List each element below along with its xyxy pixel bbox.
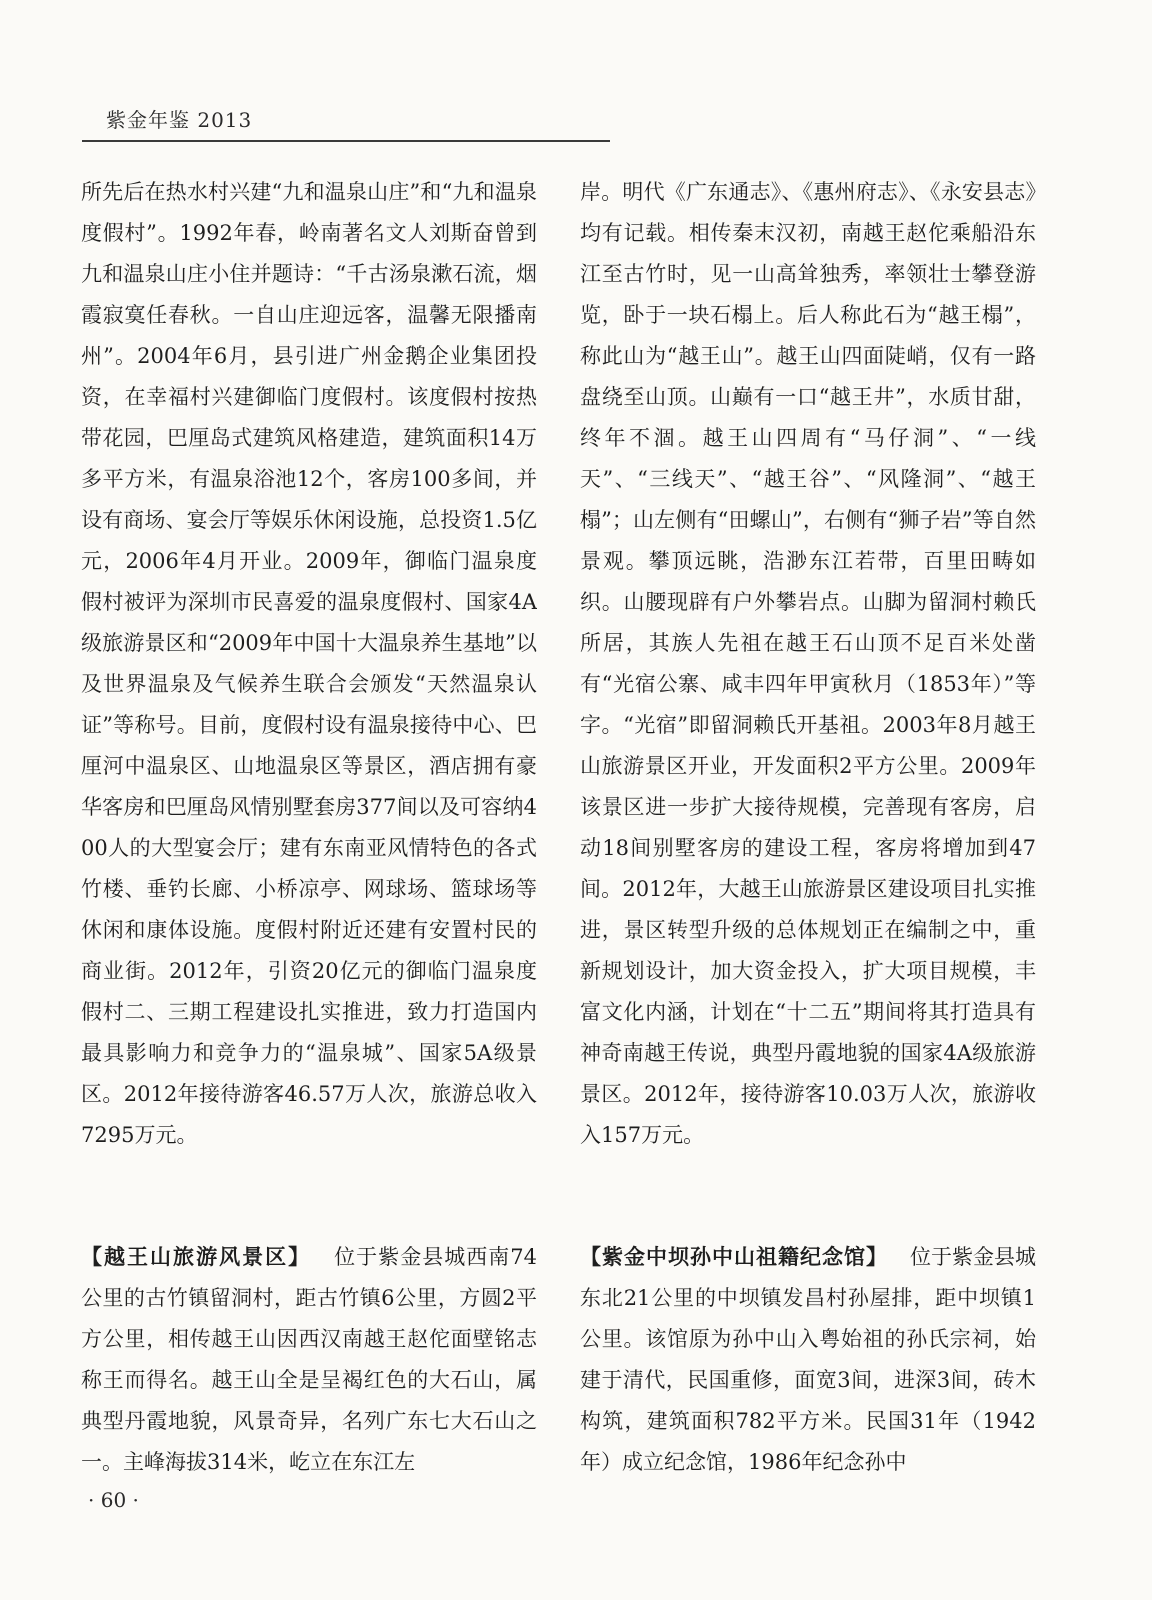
- header-rule: [82, 140, 610, 142]
- entry-yuewangshan-paragraph: [81, 1237, 537, 1483]
- entry-sunzhongshan-paragraph: [580, 1237, 1036, 1483]
- right-column-paragraph: 岸。明代《广东通志》、《惠州府志》、《永安县志》均有记载。相传秦末汉初，南越王赵佗乘船沿东江至古竹时，见一山高耸独秀，率领壮士攀登游览，卧于一块石榻上。后人称此石为“越王榻”，称此山为“越王山”。越王山四面陡峭，仅有一路盘绕至山顶。山巅有一口“越王井”，水质甘甜，终年不涸。越王山四周有“马仔洞”、“一线天”、“三线天”、“越王谷”、“风隆洞”、“越王榻”；山左侧有“田螺山”，右侧有“狮子岩”等自然景观。攀顶远眺，浩渺东江若带，百里田畴如织。山腰现辟有户外攀岩点。山脚为留洞村赖氏所居，其族人先祖在越王石山顶不足百米处凿有“光宿公寨、咸丰四年甲寅秋月（1853年）”等字。“光宿”即留洞赖氏开基祖。2003年8月越王山旅游景区开业，开发面积2平方公里。2009年该景区进一步扩大接待规模，完善现有客房，启动18间别墅客房的建设工程，客房将增加到47间。2012年，大越王山旅游景区建设项目扎实推进，景区转型升级的总体规划正在编制之中，重新规划设计，加大资金投入，扩大项目规模，丰富文化内涵，计划在“十二五”期间将其打造具有神奇南越王传说，典型丹霞地貌的国家4A级旅游景区。2012年，接待游客10.03万人次，旅游收入157万元。: [580, 180, 1036, 1147]
- right-column-continued-text: [580, 172, 1036, 1202]
- left-column-paragraph: 所先后在热水村兴建“九和温泉山庄”和“九和温泉度假村”。1992年春，岭南著名文人刘斯奋曾到九和温泉山庄小住并题诗：“千古汤泉漱石流，烟霞寂寞任春秋。一自山庄迎远客，温馨无限播南州”。2004年6月，县引进广州金鹅企业集团投资，在幸福村兴建御临门度假村。该度假村按热带花园，巴厘岛式建筑风格建造，建筑面积14万多平方米，有温泉浴池12个，客房100多间，并设有商场、宴会厅等娱乐休闲设施，总投资1.5亿元，2006年4月开业。2009年，御临门温泉度假村被评为深圳市民喜爱的温泉度假村、国家4A级旅游景区和“2009年中国十大温泉养生基地”以及世界温泉及气候养生联合会颁发“天然温泉认证”等称号。目前，度假村设有温泉接待中心、巴厘河中温泉区、山地温泉区等景区，酒店拥有豪华客房和巴厘岛风情别墅套房377间以及可容纳400人的大型宴会厅；建有东南亚风情特色的各式竹楼、垂钓长廊、小桥凉亭、网球场、篮球场等休闲和康体设施。度假村附近还建有安置村民的商业街。2012年，引资20亿元的御临门温泉度假村二、三期工程建设扎实推进，致力打造国内最具影响力和竞争力的“温泉城”、国家5A级景区。2012年接待游客46.57万人次，旅游总收入7295万元。: [81, 180, 537, 1147]
- left-column-continued-text: [81, 172, 537, 1202]
- page-number: · 60 ·: [88, 1488, 139, 1512]
- entry-sunzhongshan-title: 【紫金中坝孙中山祖籍纪念馆】: [580, 1245, 888, 1269]
- entry-yuewangshan-title: 【越王山旅游风景区】: [81, 1245, 312, 1269]
- entry-sunzhongshan: [580, 1237, 1036, 1487]
- entry-yuewangshan: [81, 1237, 537, 1487]
- entry-sunzhongshan-text: 位于紫金县城东北21公里的中坝镇发昌村孙屋排，距中坝镇1公里。该馆原为孙中山入粤始祖的孙氏宗祠，始建于清代，民国重修，面宽3间，进深3间，砖木构筑，建筑面积782平方米。民国31年（1942年）成立纪念馆，1986年纪念孙中: [580, 1245, 1036, 1474]
- running-header-title: 紫金年鉴 2013: [106, 108, 253, 132]
- entry-yuewangshan-text: 位于紫金县城西南74公里的古竹镇留洞村，距古竹镇6公里，方圆2平方公里，相传越王山因西汉南越王赵佗面壁铭志称王而得名。越王山全是呈褐红色的大石山，属典型丹霞地貌，风景奇异，名列广东七大石山之一。主峰海拔314米，屹立在东江左: [81, 1245, 537, 1474]
